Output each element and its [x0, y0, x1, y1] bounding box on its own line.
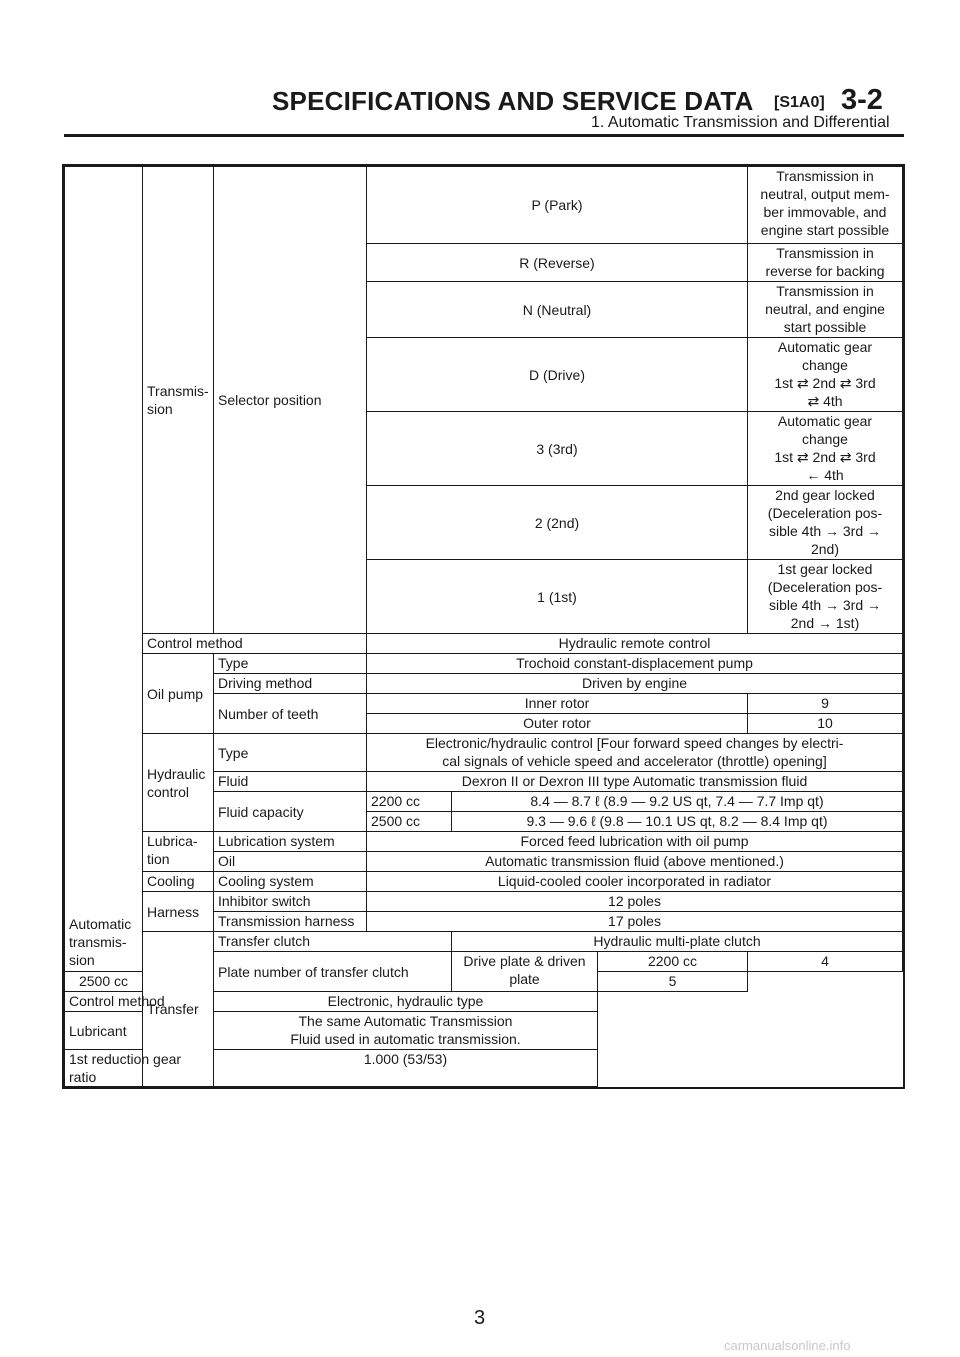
fluid-label: Fluid: [214, 772, 367, 792]
plate-value-2500: 5: [598, 972, 748, 992]
oil-pump-type-value: Trochoid constant-displacement pump: [367, 654, 903, 674]
transfer-clutch-label: Transfer clutch: [214, 932, 452, 952]
selector-position: 1 (1st): [367, 560, 748, 634]
capacity-engine-2500: 2500 cc: [367, 812, 452, 832]
lubricant-value: The same Automatic Transmission Fluid used in automatic transmission.: [214, 1012, 598, 1050]
hydraulic-type-value: Electronic/hydraulic control [Four forward speed changes by electri- cal signals of vehicle speed and accelerator (throttle) opening]: [367, 734, 903, 772]
selector-description: Automatic gear change 1st ⇄ 2nd ⇄ 3rd ← 4th: [748, 412, 903, 486]
capacity-value-2500: 9.3 — 9.6 ℓ (9.8 — 10.1 US qt, 8.2 — 8.4 Imp qt): [452, 812, 903, 832]
transmission-label: Transmis- sion: [143, 167, 214, 634]
selector-position: P (Park): [367, 167, 748, 244]
cooling-system-label: Cooling system: [214, 872, 367, 892]
fluid-value: Dexron II or Dexron III type Automatic transmission fluid: [367, 772, 903, 792]
selector-description: Transmission in neutral, output mem- ber immovable, and engine start possible: [748, 167, 903, 244]
plate-value-2200: 4: [748, 952, 903, 972]
oil-value: Automatic transmission fluid (above mentioned.): [367, 852, 903, 872]
lubrication-system-label: Lubrication system: [214, 832, 367, 852]
main-category-cell: Automatic transmis- sion: [65, 167, 143, 972]
spec-table: [64, 166, 903, 1087]
outer-rotor-label: Outer rotor: [367, 714, 748, 734]
transmission-harness-label: Transmission harness: [214, 912, 367, 932]
cooling-system-value: Liquid-cooled cooler incorporated in radiator: [367, 872, 903, 892]
selector-position: D (Drive): [367, 338, 748, 412]
oil-pump-label: Oil pump: [143, 654, 214, 734]
transfer-control-label: Control method: [65, 992, 214, 1012]
inner-rotor-value: 9: [748, 694, 903, 714]
selector-position: 2 (2nd): [367, 486, 748, 560]
selector-position: R (Reverse): [367, 244, 748, 282]
inner-rotor-label: Inner rotor: [367, 694, 748, 714]
transfer-control-value: Electronic, hydraulic type: [214, 992, 598, 1012]
lubricant-label: Lubricant: [65, 1012, 214, 1050]
plate-engine-2200: 2200 cc: [598, 952, 748, 972]
hydraulic-control-label: Hydraulic control: [143, 734, 214, 832]
selector-description: Transmission in neutral, and engine start possible: [748, 282, 903, 338]
hydraulic-type-label: Type: [214, 734, 367, 772]
capacity-value-2200: 8.4 — 8.7 ℓ (8.9 — 9.2 US qt, 7.4 — 7.7 Imp qt): [452, 792, 903, 812]
transfer-clutch-value: Hydraulic multi-plate clutch: [452, 932, 903, 952]
section-subtitle: 1. Automatic Transmission and Differential: [591, 114, 890, 131]
selector-description: Transmission in reverse for backing: [748, 244, 903, 282]
control-method-value: Hydraulic remote control: [367, 634, 903, 654]
oil-pump-type-label: Type: [214, 654, 367, 674]
lubrication-system-value: Forced feed lubrication with oil pump: [367, 832, 903, 852]
section-code: [S1A0]: [774, 94, 825, 111]
oil-label: Oil: [214, 852, 367, 872]
teeth-label: Number of teeth: [214, 694, 367, 734]
reduction-ratio-value: 1.000 (53/53): [214, 1050, 598, 1087]
plate-engine-2500: 2500 cc: [65, 972, 143, 992]
selector-position: 3 (3rd): [367, 412, 748, 486]
harness-label: Harness: [143, 892, 214, 932]
page-number: 3: [474, 1307, 486, 1329]
section-title: SPECIFICATIONS AND SERVICE DATA: [272, 86, 754, 116]
inhibitor-switch-value: 12 poles: [367, 892, 903, 912]
fluid-capacity-label: Fluid capacity: [214, 792, 367, 832]
page-reference: 3-2: [841, 84, 883, 116]
plate-number-label: Plate number of transfer clutch: [214, 952, 452, 992]
selector-position: N (Neutral): [367, 282, 748, 338]
control-method-label: Control method: [143, 634, 367, 654]
selector-description: 2nd gear locked (Deceleration pos- sible 4th → 3rd → 2nd): [748, 486, 903, 560]
driving-method-value: Driven by engine: [367, 674, 903, 694]
driving-method-label: Driving method: [214, 674, 367, 694]
selector-label: Selector position: [214, 167, 367, 634]
watermark: carmanualsonline.info: [724, 1338, 851, 1353]
inhibitor-switch-label: Inhibitor switch: [214, 892, 367, 912]
transfer-label: Transfer: [143, 932, 214, 1087]
transmission-harness-value: 17 poles: [367, 912, 903, 932]
plate-sub-label: Drive plate & driven plate: [452, 952, 598, 992]
header-rule: [64, 134, 904, 137]
cooling-label: Cooling: [143, 872, 214, 892]
lubrication-label: Lubrica- tion: [143, 832, 214, 872]
selector-description: 1st gear locked (Deceleration pos- sible 4th → 3rd → 2nd → 1st): [748, 560, 903, 634]
reduction-ratio-label: 1st reduction gear ratio: [65, 1050, 214, 1087]
capacity-engine-2200: 2200 cc: [367, 792, 452, 812]
outer-rotor-value: 10: [748, 714, 903, 734]
selector-description: Automatic gear change 1st ⇄ 2nd ⇄ 3rd ⇄ 4th: [748, 338, 903, 412]
